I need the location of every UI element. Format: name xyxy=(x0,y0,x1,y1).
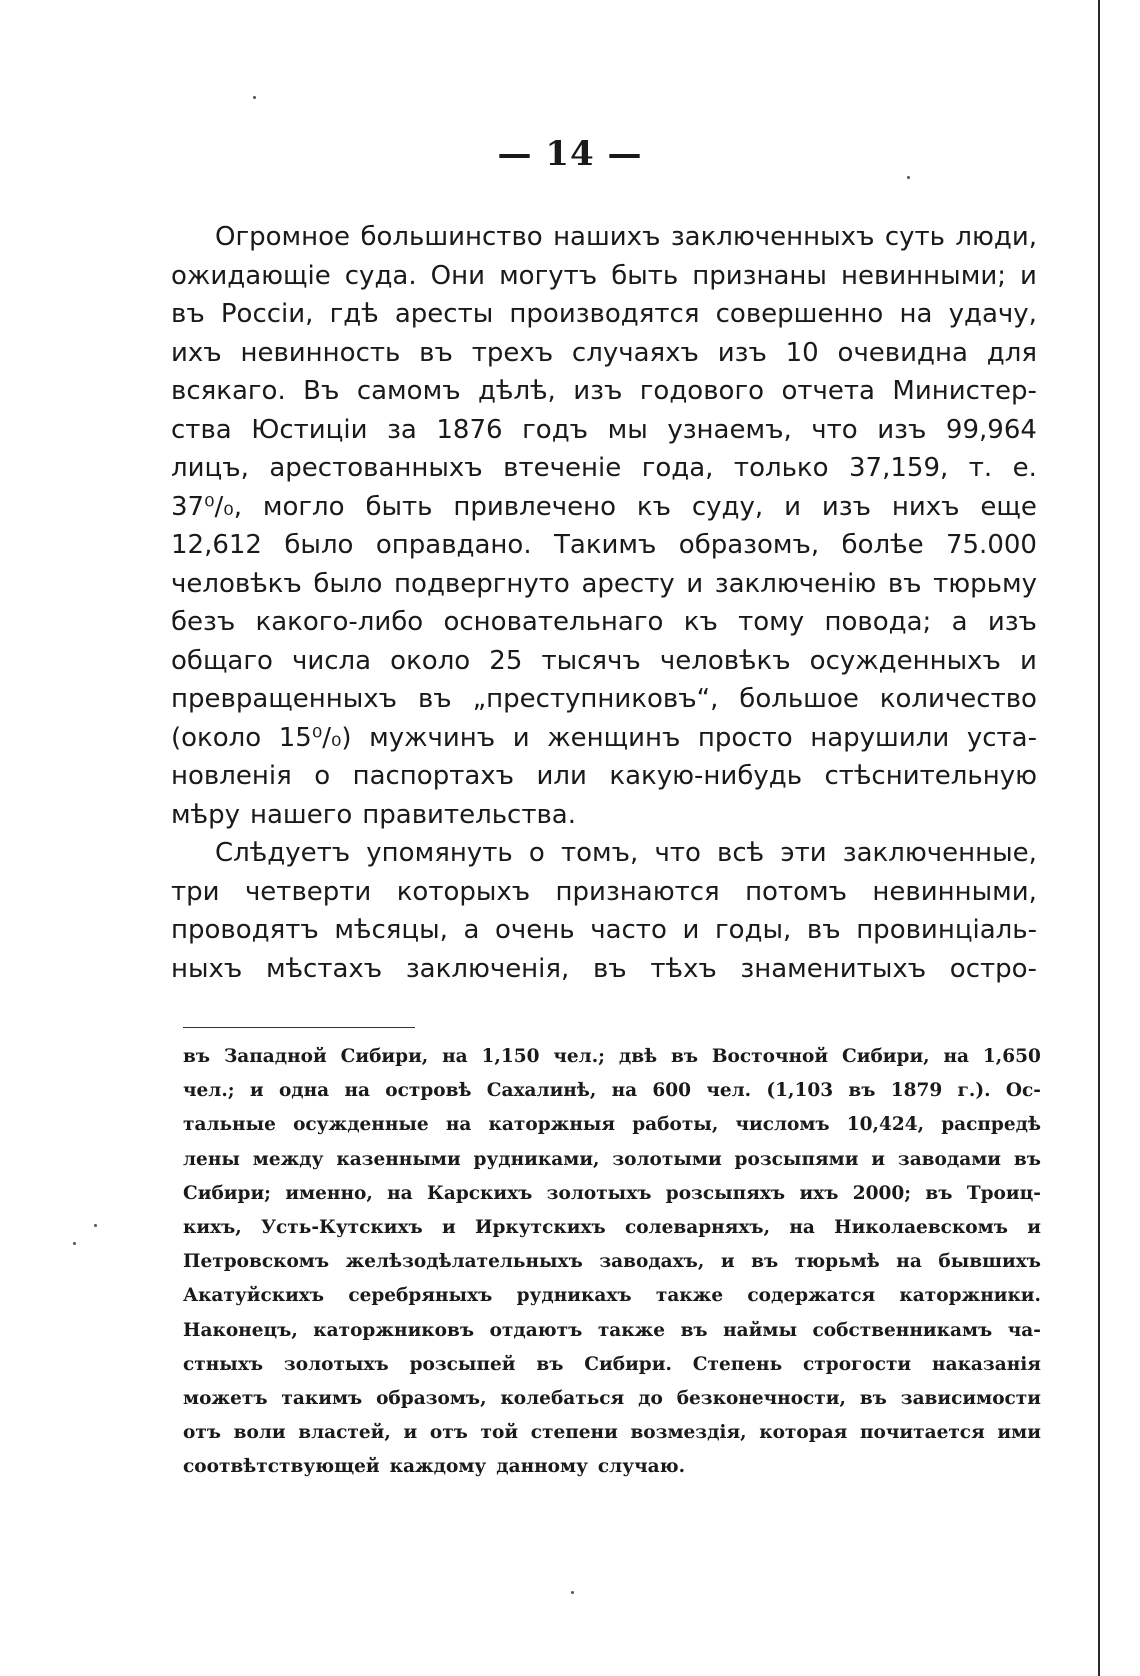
body-line: ихъ невинность въ трехъ случаяхъ изъ 10 очевидна для xyxy=(171,337,1037,368)
body-line: ожидающіе суда. Они могутъ быть признаны невинными; и xyxy=(171,260,1037,291)
footnote-separator xyxy=(183,1027,415,1028)
footnote-line: можетъ такимъ образомъ, колебаться до безконечности, въ зависимости xyxy=(183,1387,1041,1409)
body-line: 37⁰/₀, могло быть привлечено къ суду, и изъ нихъ еще xyxy=(171,491,1037,522)
footnote-line: кихъ, Усть-Кутскихъ и Иркутскихъ солеварняхъ, на Николаевскомъ и xyxy=(183,1216,1041,1238)
body-line: человѣкъ было подвергнуто аресту и заключенію въ тюрьму xyxy=(171,568,1037,599)
body-line: 12,612 было оправдано. Такимъ образомъ, болѣе 75.000 xyxy=(171,530,1037,560)
footnote-line: Петровскомъ желѣзодѣлательныхъ заводахъ, и въ тюрьмѣ на бывшихъ xyxy=(183,1251,1041,1273)
body-line: новленія о паспортахъ или какую-нибудь стѣснительную xyxy=(171,761,1037,791)
body-line: всякаго. Въ самомъ дѣлѣ, изъ годового отчета Министер- xyxy=(171,376,1037,406)
footnote-line: Акатуйскихъ серебряныхъ рудникахъ также содержатся каторжники. xyxy=(183,1285,1041,1307)
footnote-line: тальные осужденные на каторжныя работы, числомъ 10,424, распредѣ xyxy=(183,1114,1041,1136)
body-line: Слѣдуетъ упомянуть о томъ, что всѣ эти заключенные, xyxy=(215,838,1037,868)
scan-speck xyxy=(73,1242,76,1245)
body-line: безъ какого-либо основательнаго къ тому поводa; а изъ xyxy=(171,607,1037,637)
footnote-line: чел.; и одна на островѣ Сахалинѣ, на 600 чел. (1,103 въ 1879 г.). Ос- xyxy=(183,1080,1041,1102)
footnote xyxy=(183,1040,1041,1484)
body-line: превращенныхъ въ „преступниковъ“, большое количество xyxy=(171,684,1037,714)
body-line: въ Россіи, гдѣ аресты производятся совершенно на удачу, xyxy=(171,299,1037,329)
body-line: Огромное большинство нашихъ заключенныхъ суть люди, xyxy=(215,222,1037,252)
scan-speck xyxy=(94,1224,97,1227)
scan-speck xyxy=(253,96,256,99)
body-line: ства Юстиціи за 1876 годъ мы узнаемъ, что изъ 99,964 xyxy=(171,414,1037,445)
page-edge-line xyxy=(1098,0,1100,1676)
page-number: — 14 — xyxy=(497,134,643,174)
footnote-line: стныхъ золотыхъ розсыпей въ Сибири. Степень строгости наказанія xyxy=(183,1353,1041,1375)
body-line: лицъ, арестованныхъ втеченіе года, только 37,159, т. е. xyxy=(171,453,1037,483)
body-line: три четверти которыхъ признаются потомъ невинными, xyxy=(171,876,1037,907)
body-line: (около 15⁰/₀) мужчинъ и женщинъ просто нарушили уста- xyxy=(171,722,1037,753)
footnote-line: отъ воли властей, и отъ той степени возмездія, которая почитается ими xyxy=(183,1422,1041,1444)
body-line: мѣру нашего правительства. xyxy=(171,799,576,830)
scan-speck xyxy=(907,176,910,179)
body-line: общаго числа около 25 тысячъ человѣкъ осужденныхъ и xyxy=(171,645,1037,676)
footnote-line: соотвѣтствующей каждому данному случаю. xyxy=(183,1456,686,1478)
body-line: проводятъ мѣсяцы, а очень часто и годы, въ провинціаль- xyxy=(171,915,1037,945)
footnote-line: Сибири; именно, на Карскихъ золотыхъ розсыпяхъ ихъ 2000; въ Троиц- xyxy=(183,1182,1041,1204)
body-line: ныхъ мѣстахъ заключенія, въ тѣхъ знаменитыхъ остро- xyxy=(171,953,1037,984)
body-text xyxy=(171,218,1037,988)
footnote-line: въ Западной Сибири, на 1,150 чел.; двѣ въ Восточной Сибири, на 1,650 xyxy=(183,1046,1041,1067)
scan-speck xyxy=(571,1591,574,1594)
footnote-line: Наконецъ, каторжниковъ отдаютъ также въ наймы собственникамъ ча- xyxy=(183,1319,1041,1341)
footnote-line: лены между казенными рудниками, золотыми розсыпями и заводами въ xyxy=(183,1148,1041,1170)
